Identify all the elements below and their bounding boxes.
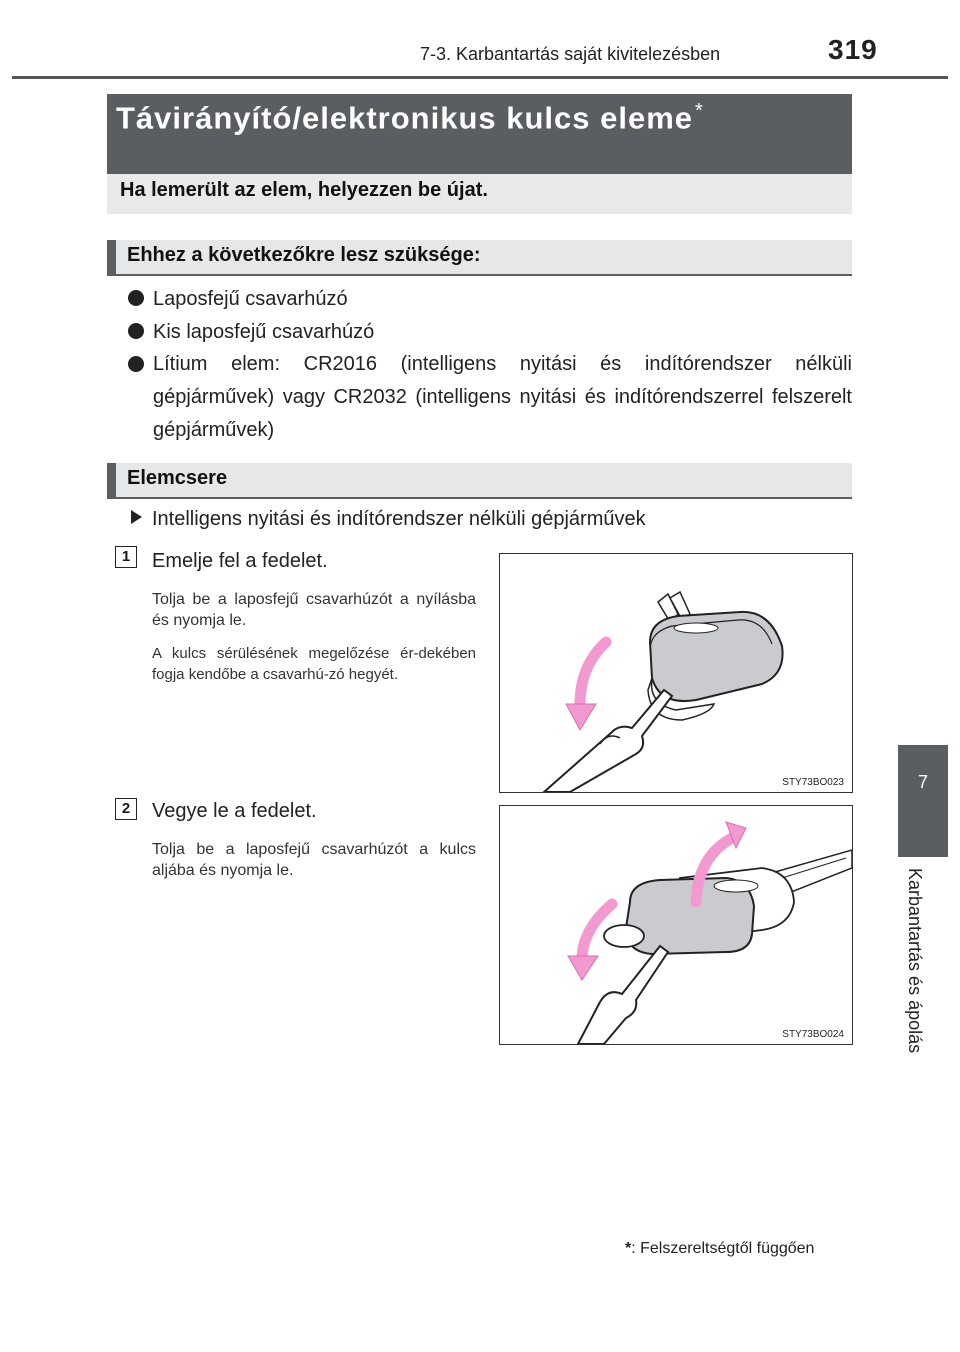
key-cover-remove-illustration: [500, 806, 852, 1044]
step-note: Tolja be a laposfejű csavarhúzót a kulcs aljába és nyomja le.: [152, 841, 476, 879]
header-rule: [12, 76, 948, 79]
procedure-heading-text: Intelligens nyitási és indítórendszer nélküli gépjárművek: [152, 508, 646, 530]
heading-marker: [107, 463, 116, 499]
chapter-number: 7: [917, 772, 928, 792]
list-item-text: Laposfejű csavarhúzó: [153, 288, 348, 310]
bullet-icon: [128, 323, 144, 339]
footnote-text: : Felszereltségtől függően: [631, 1240, 815, 1257]
page-title-text: Távirányító/elektronikus kulcs eleme: [116, 100, 694, 136]
key-cover-lift-illustration: [500, 554, 852, 792]
step-note: A kulcs sérülésének megelőzése ér-dekében fogja kendőbe a csavarhú-zó hegyét.: [152, 645, 476, 683]
footnote: [625, 1240, 814, 1258]
procedure-heading: [131, 508, 646, 531]
running-header: 7-3. Karbantartás saját kivitelezésben: [420, 44, 721, 64]
chapter-tab: [898, 745, 948, 857]
step-number-badge: 2: [115, 798, 137, 820]
bullet-icon: [128, 356, 144, 372]
chapter-label-text: Karbantartás és ápolás: [905, 868, 925, 1054]
replacement-heading-text: Elemcsere: [127, 467, 228, 489]
chapter-label: [895, 868, 935, 1088]
figure-step-1: [499, 553, 853, 793]
figure-code: STY73BO023: [782, 777, 844, 788]
page-number: 319: [828, 34, 878, 65]
bullet-icon: [128, 290, 144, 306]
step-title: Vegye le a fedelet.: [152, 800, 317, 822]
step-note: Tolja be a laposfejű csavarhúzót a nyílásba és nyomja le.: [152, 591, 476, 629]
intro-text: Ha lemerült az elem, helyezzen be újat.: [120, 179, 488, 201]
list-item: [128, 288, 348, 311]
step-title: Emelje fel a fedelet.: [152, 550, 328, 572]
heading-marker: [107, 240, 116, 276]
list-item: [128, 321, 374, 344]
page-title: [116, 100, 704, 136]
list-item-bullet: [128, 354, 153, 377]
figure-code: STY73BO024: [782, 1029, 844, 1040]
title-footnote-mark: *: [695, 100, 704, 122]
step-number-badge: 1: [115, 546, 137, 568]
needs-heading-text: Ehhez a következőkre lesz szüksége:: [127, 244, 481, 266]
footnote-mark: *: [625, 1240, 632, 1257]
list-item-text: Kis laposfejű csavarhúzó: [153, 321, 375, 343]
figure-step-2: [499, 805, 853, 1045]
triangle-icon: [131, 510, 142, 524]
needs-heading: [107, 240, 852, 276]
replacement-heading: [107, 463, 852, 499]
list-item-text: Lítium elem: CR2016 (intelligens nyitási és indítórendszer nélküli gépjárművek) vagy CR2032 (intelligens nyitási és indítórendszerrel felszerelt gépjárművek): [153, 353, 852, 441]
